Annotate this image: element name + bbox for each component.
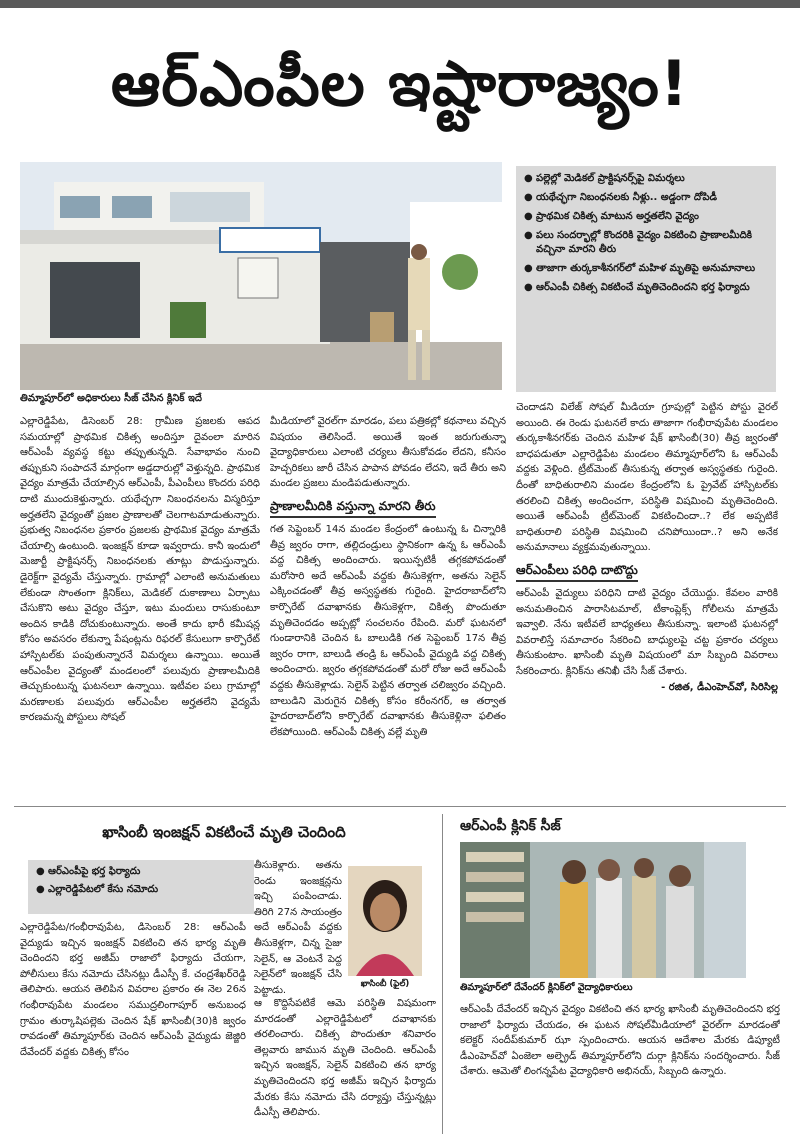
article-paragraph: ఎల్లారెడ్డిపేట/గంభీరావుపేట, డిసెంబర్‌ 28: ఆర్‌ఎంపీ వైద్యుడు ఇచ్చిన ఇంజక్షన్‌ వికటించి తన భార్య మృతి చెందిందని భర్త అజీమ్‌ రాజాలో ఫిర్యాదు చేయగా, పోలీసులు కేసు నమోదు చేసినట్లు డీఎస్పీ కే. చంద్రశేఖర్‌రెడ్డి తెలిపారు. ఆయన తెలిపిన వివరాల ప్రకారం ఈ నెల 26న గంభీరావుపేట మండలం సముద్రలింగాపూర్‌ అనుబంధ గ్రామం తుర్కాషిపల్లెకు చెందిన షేక్‌ ఖాసింబీ(30)కి జ్వరం రావడంతో తిమ్మాపూర్‌కు చెందిన ఆర్‌ఎంపీ వైద్యుడు జెజ్జిరి దేవేందర్‌ వద్దకు చికిత్స కోసం — [20, 922, 246, 1058]
story2-highlights — [28, 860, 254, 914]
highlight-item: ● ఆర్‌ఎంపీపై భర్త ఫిర్యాదు — [36, 866, 141, 877]
highlight-item: ● పల్లెల్లో మెడికల్‌ ప్రాక్టిషనర్స్‌పై విమర్శలు — [524, 173, 685, 184]
article-column-2 — [270, 414, 506, 802]
article-paragraph: ఆర్‌ఎంపీ దేవేందర్‌ ఇచ్చిన వైద్యం వికటించి తన భార్య ఖాసింబీ మృతిచెందిందని భర్త రాజాలో ఫిర్యాదు చేయడం, ఈ ఘటన సోషల్‌మీడియాలో వైరల్‌గా మారడంతో కలెక్టర్‌ సందీప్‌కుమార్‌ ఝా స్పందించారు. ఆయన ఆదేశాల మేరకు డిప్యూటీ డీఎంహెచ్‌వో ఏంజెలా అల్ఫ్రెడ్‌ తిమ్మాపూర్‌లోని దుర్గా క్లినిక్‌ను సందర్శించారు. సీజ్‌ చేశారు. ఆమెతో లింగన్నపేట వైద్యాధికారి అభినయ్‌, సిబ్బంది ఉన్నారు. — [460, 1004, 780, 1078]
page-headline: ఆర్‌ఎంపీల ఇష్టారాజ్యం! — [110, 47, 690, 120]
section-subhead: ప్రాణాలమీదికి వస్తున్నా మారని తీరు — [270, 496, 506, 518]
column-divider — [442, 814, 443, 1134]
story2-column-2-top — [254, 858, 342, 998]
bullet-icon: ● — [524, 192, 533, 203]
story2-column-2-bottom — [254, 996, 436, 1134]
highlight-item: ● యథేచ్ఛగా నిబంధనలకు నీళ్లు.. అడ్డంగా దోపిడీ — [524, 192, 718, 203]
section-divider — [14, 806, 786, 807]
article-column-1 — [20, 414, 260, 802]
main-photo-caption: తిమ్మాపూర్‌లో అధికారులు సీజ్‌ చేసిన క్లినిక్‌ ఇదే — [20, 393, 202, 404]
article-paragraph: ఆ కొద్దిసేపటికే ఆమె పరిస్థితి విషమంగా మారడంతో ఎల్లారెడ్డిపేటలో దవాఖానకు తరలించారు. చికిత్స పొందుతూ శనివారం తెల్లవారు జామున మృతి చెందింది. ఆర్‌ఎంపీ ఇచ్చిన ఇంజక్షన్‌, సెలైన్‌ వికటించి తన భార్య మృతిచెందిందని భర్త అజీమ్‌ ఇచ్చిన ఫిర్యాదు మేరకు కేసు నమోదు చేసి దర్యాప్తు చేస్తున్నట్లు డీఎస్పీ తెలిపారు. — [254, 998, 436, 1119]
article-paragraph: గత సెప్టెంబర్‌ 14న మండల కేంద్రంలో ఉంటున్న ఓ చిన్నారికి తీవ్ర జ్వరం రాగా, తల్లిదండ్రులు స్థానికంగా ఉన్న ఓ ఆర్‌ఎంపీ వద్ద చికిత్స అందించారు. ఇయిన్పటికీ తగ్గకపోవడంతో మరోసారి అదే ఆర్‌ఎంపీ వద్దకు తీసుకెళ్లగా, అతను సెలైన్‌ ఎక్కించడంతో తీవ్ర అస్వస్థతకు గురైంది. హైదరాబాద్‌లోని కార్పొరేట్‌ దవాఖానకు తీసుకెళ్లగా, చికిత్స పొందుతూ మృతిచెందడం అప్పట్లో సంచలనం రేపింది. మరో ఘటనలో గుండారానికి చెందిన ఓ బాలుడికి గత సెప్టెంబర్‌ 17న తీవ్ర జ్వరం రాగా, బాలుడి తండ్రి ఓ ఆర్‌ఎంపీ వైద్యుడి వద్ద చికిత్స అందించారు. జ్వరం తగ్గకపోవడంతో మరో రోజు అదే ఆర్‌ఎంపీ వద్దకు తీసుకెళ్లాడు. సెలైన్‌ పెట్టిన తర్వాత చలిజ్వరం వచ్చింది. బాలుడిని మెరుగైన చికిత్స కోసం కరీంనగర్‌, ఆ తర్వాత హైదరాబాద్‌లోని కార్పొరేట్‌ దవాఖానకు తీసుకెళ్లినా ఫలితం లేకపోయింది. ఆర్‌ఎంపీ చికిత్స వల్లే మృతి — [270, 523, 506, 738]
bullet-icon: ● — [524, 282, 533, 293]
article-paragraph: మీడియాలో వైరల్‌గా మారడం, పలు పత్రికల్లో కథనాలు వచ్చిన విషయం తెలిసిందే. అయితే ఇంత జరుగుతున్నా వైద్యాధికారులు ఎలాంటి చర్యలు తీసుకోవడం లేదని, కనీసం హెచ్చరికలు జారీ చేసిన పాపాన పోవడం లేదని, ఇదే తీరు అని మండల ప్రజలు మండిపడుతున్నారు. — [270, 416, 506, 490]
clinic-building-photo — [20, 162, 502, 390]
byline: - రజిత, డీఎంహెచ్‌వో, సిరిసిల్ల — [661, 681, 778, 693]
story2-headline: ఖాసింబీ ఇంజక్షన్‌ వికటించే మృతి చెందింది — [102, 823, 346, 841]
clinic-inspection-illustration — [460, 842, 746, 978]
top-bar — [0, 0, 800, 8]
article-paragraph: ఆర్‌ఎంపీ వైద్యులు పరిధిని దాటి వైద్యం చేయొద్దు. కేవలం వారికి అనుమతించిన పారాసిటమాల్‌, టీకాంప్లెక్స్‌ గోలీలను మాత్రమే ఇవ్వాలి. నేను ఇటీవలే బాధ్యతలు తీసుకున్నా. ఇలాంటి ఘటనల్లో వివరాలిస్తే సమాచారం సేకరించి బాధ్యులపై చట్ట ప్రకారం చర్యలు తీసుకుంటాం. ఖాసింబీ మృతి విషయంలో మా సిబ్బంది వివరాలు సేకరించారు. క్లినిక్‌ను తనిఖీ చేసి సీజ్‌ చేశారు. — [516, 587, 778, 677]
story2-column-1 — [20, 920, 246, 1134]
bullet-icon: ● — [36, 884, 45, 895]
portrait-caption: ఖాసింబీ (ఫైల్‌) — [360, 979, 410, 989]
clinic-photo-caption: తిమ్మాపూర్‌లో దేవేందర్‌ క్లినిక్‌లో వైద్యాధికారులు — [460, 982, 633, 993]
article-paragraph: ఎల్లారెడ్డిపేట, డిసెంబర్‌ 28: గ్రామీణ ప్రజలకు ఆపద సమయాల్లో ప్రాథమిక చికిత్స అందిస్తూ దైవంలా మారిన ఆర్‌ఎంపీ వ్యవస్థ కట్టు తప్పుతున్నది. సేవాభావం నుంచి తప్పుకుని సంపాదనే మార్గంగా అడ్డదారుల్లో వెళ్తున్నది. ప్రాథమిక వైద్యం మాత్రమే చేయాల్సిన ఆర్‌ఎంపీ, పీఎంపీలు కొందరు పరిధి దాటి ముందుకెళ్తున్నారు. యథేచ్ఛగా నిబంధనలను విస్మరిస్తూ అర్హతలేని వైద్యంతో ప్రజల ప్రాణాలతో చెలగాటమాడుతున్నారు. ప్రభుత్వ నిబంధనల ప్రకారం ప్రజలకు ప్రాథమిక వైద్యం మాత్రమే చేయాల్సి ఉంటుంది. ఇంజక్షన్‌ కూడా ఇవ్వరాదు. కానీ ఇందులో మెజార్టీ ప్రాక్టిషనర్స్‌ నిబంధనలకు తూట్లు పొడుస్తున్నారు. డైరెక్ట్‌గా వైద్యమే చేస్తున్నారు. గ్రామాల్లో ఎలాంటి అనుమతులు లేకుండా సొంతంగా క్లినిక్‌లు, మెడికల్‌ దుకాణాలు ఏర్పాటు చేసుకొని అటు వైద్యం చేస్తూ, ఇటు మందులు రాసుకుంటూ అందిన కాడికి దోచుకుంటున్నారు. అంతే కాదు భారీ కమీషన్ల కోసం అవసరం లేకున్నా పేషంట్లను రిఫరల్‌ కేసులుగా కార్పొరేట్‌ హాస్పిటల్‌కు పంపుతున్నారనే విమర్శలు ఉన్నాయి. అయితే ఆర్‌ఎంపీల వైద్యంతో మండలంలో పలువురు ప్రాణాలమీదికి తెచ్చుకుంటున్న ఘటనలూ ఉన్నాయి. ఇటీవల పలు గ్రామాల్లో మరణాలకు పలువురు ఆర్‌ఎంపీల అర్హతలేని వైద్యమే కారణమన్న పోస్టులు సోషల్‌ — [20, 416, 260, 724]
portrait-illustration — [348, 866, 422, 976]
clinic-building-illustration — [20, 162, 502, 390]
section-subhead: ఆర్‌ఎంపీలు పరిధి దాటొద్దు — [516, 560, 778, 582]
portrait-photo — [348, 866, 422, 976]
bullet-icon: ● — [524, 211, 533, 222]
article-paragraph: తీసుకెళ్లారు. అతను రెండు ఇంజక్షన్లను ఇచ్చి పంపించాడు. తిరిగి 27న సాయంత్రం అదే ఆర్‌ఎంపీ వద్దకు తీసుకెళ్లగా, చిన్న సైజు సెలైన్‌, ఆ వెంటనే పెద్ద సెలైన్‌లో ఇంజక్షన్‌ చేసి పెట్టాడు. — [254, 860, 342, 996]
article-column-3 — [516, 400, 778, 802]
clinic-inspection-photo — [460, 842, 746, 978]
highlight-item: ● తాజాగా తుర్కకాశీనగర్‌లో మహిళ మృతిపై అనుమానాలు — [524, 263, 756, 274]
highlights-box — [516, 166, 776, 392]
bullet-icon: ● — [524, 173, 533, 184]
bullet-icon: ● — [36, 866, 45, 877]
story3-column — [460, 1002, 780, 1134]
highlight-item: ● ఆర్‌ఎంపీ చికిత్స వికటించే మృతిచెందిందని భర్త ఫిర్యాదు — [524, 282, 750, 293]
bullet-icon: ● — [524, 263, 533, 274]
bullet-icon: ● — [524, 230, 533, 241]
highlight-item: ● ఎల్లారెడ్డిపేటలో కేసు నమోదు — [36, 884, 159, 895]
highlight-item: ● పలు సందర్భాల్లో కొందరికి వైద్యం వికటించి ప్రాణాలమీదికి వచ్చినా మారని తీరు — [524, 230, 753, 255]
highlight-item: ● ప్రాథమిక చికిత్స మాటున అర్హతలేని వైద్యం — [524, 211, 699, 222]
article-paragraph: చెందాడని విలేజ్‌ సోషల్‌ మీడియా గ్రూపుల్లో పెట్టిన పోస్టు వైరల్‌ అయింది. ఈ రెండు ఘటనలే కాదు తాజాగా గంభీరావుపేట మండలం తుర్కకాశీనగర్‌కు చెందిన మహిళ షేక్‌ ఖాసింబీ(30) తీవ్ర జ్వరంతో బాధపడుతూ ఎల్లారెడ్డిపేట మండలం తిమ్మాపూర్‌లోని ఓ ఆర్‌ఎంపీ వద్దకు వెళ్లింది. ట్రీట్‌మెంట్‌ తీసుకున్న తర్వాత అస్వస్థతకు గురైంది. దీంతో బాధితురాలిని మండల కేంద్రంలోని ఓ ప్రైవేట్‌ హాస్పిటల్‌కు తరలించి చికిత్స అందించగా, పరిస్థితి విషమించి మృతిచెందింది. అయితే ఆర్‌ఎంపీ ట్రీట్‌మెంట్‌ వికటించిందా..? లేక అప్పటికే బాధితురాలి పరిస్థితి విషమించి చనిపోయిందా..? అని అనేక అనుమానాలు వ్యక్తమవుతున్నాయి. — [516, 402, 778, 554]
story3-headline: ఆర్‌ఎంపీ క్లినిక్‌ సీజ్‌ — [460, 818, 561, 834]
